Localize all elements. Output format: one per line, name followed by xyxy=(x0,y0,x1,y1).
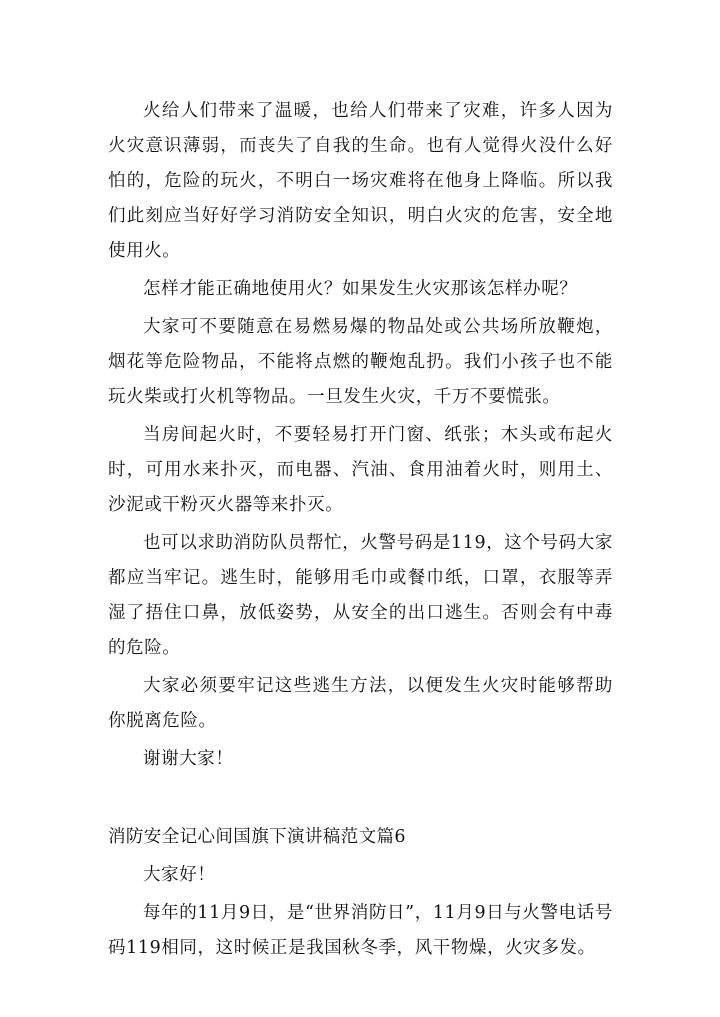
paragraph-thanks: 谢谢大家！ xyxy=(143,749,234,769)
paragraph-escape: 也可以求助消防队员帮忙，火警号码是119，这个号码大家都应当牢记。逃生时，能够用毛巾或餐巾纸，口罩，衣服等弄湿了捂住口鼻，放低姿势，从安全的出口逃生。否则会有中毒的危险。 xyxy=(108,533,613,658)
paragraph-greeting: 大家好！ xyxy=(143,865,216,885)
document-body xyxy=(108,94,613,969)
paragraph-fire-awareness: 火给人们带来了温暖，也给人们带来了灾难，许多人因为火灾意识薄弱，而丧失了自我的生命。也有人觉得火没什么好怕的，危险的玩火，不明白一场灾难将在他身上降临。所以我们此刻应当好好学习消防安全知识，明白火灾的危害，安全地使用火。 xyxy=(108,101,613,261)
section-title: 消防安全记心间国旗下演讲稿范文篇6 xyxy=(108,827,406,847)
paragraph-extinguish: 当房间起火时，不要轻易打开门窗、纸张；木头或布起火时，可用水来扑灭，而电器、汽油、食用油着火时，则用土、沙泥或干粉灭火器等来扑灭。 xyxy=(108,425,613,515)
paragraph-firecrackers: 大家可不要随意在易燃易爆的物品处或公共场所放鞭炮，烟花等危险物品，不能将点燃的鞭炮乱扔。我们小孩子也不能玩火柴或打火机等物品。一旦发生火灾，千万不要慌张。 xyxy=(108,317,613,407)
paragraph-remember: 大家必须要牢记这些逃生方法，以便发生火灾时能够帮助你脱离危险。 xyxy=(108,676,613,731)
paragraph-question: 怎样才能正确地使用火？如果发生火灾那该怎样办呢？ xyxy=(143,279,578,299)
paragraph-fire-day: 每年的11月9日，是“世界消防日”，11月9日与火警电话号码119相同，这时候正是我国秋冬季，风干物燥，火灾多发。 xyxy=(108,903,613,958)
